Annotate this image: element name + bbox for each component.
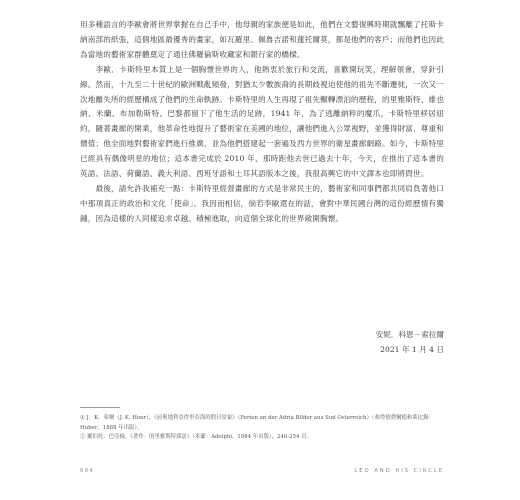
footnotes	[80, 414, 450, 443]
footnote-2: ② 羅伯托．巴亞倫，《著作：的里雅斯特採訪》（米蘭：Adelphi，1984 年出版），246-254 頁。	[80, 434, 312, 441]
author-name: 安妮．科恩－索拉爾	[375, 330, 444, 339]
signature-date: 2021 年 1 月 4 日	[380, 345, 444, 354]
paragraph-2: 李歐．卡斯特里本質上是一個胸懷世界的人，他熱衷於旅行和交流，喜歡開玩笑，理解領會，穿針引線。然而，十九至二十世紀的歐洲戰亂頻發，對猶太少數族裔的長期歧視迫使他的祖先不斷遷徙，一次又一次地離失所的經歷構成了他們的生命軌跡。卡斯特里的人生再現了祖先輾轉漂泊的歷程，的里雅斯特、維也納、米蘭、布加勒斯特、巴黎都留下了他生活的足跡，1941 年，為了逃離納粹的魔爪，卡斯特里移居紐約，隨著畫廊的開業，他革命性地提升了藝術家在美國的地位，讓他們進入公眾視野，並獲得財富、尊重和價值；他全面地對藝術家們進行推廣，並為他們搭建起一套遍及西方世界的衛星畫廊網路。如今，卡斯特里已經具有偶像明星的地位；這本書完成於 2010 年，那時距他去世已過去十年，今天，在推出了這本書的英語、法語、荷蘭語、義大利語、西班牙語和土耳其語版本之後，我很高興它的中文譯本也即將問世。	[80, 64, 444, 179]
paragraph-3: 最後，請允許我補充一點：卡斯特里經營畫廊的方式是非常民主的，藝術家和同事們都共同肩負著他口中那項真正的政治和文化「使命」。我因而相信，倘若李歐還在的話，會對中華民國台灣的這份經歷情有獨鍾，因為這樣的人同樣追求卓越、積極進取，向這個全球化的世界敞開胸懷。	[80, 183, 444, 223]
running-title: LEO AND HIS CIRCLE	[354, 468, 444, 474]
signature-block	[244, 327, 444, 357]
paragraph-1: 用多種語言的李歐會將世界掌握在自己手中，他母親的家族便是如此，他們在文藝復興時期就飄離了托斯卡納南部的紙張，這個地區最優秀的畫家，如瓦羅里、佩魯吉諾和蓮托爾莫，都是他們的客戶；而他們也因此為當地的藝術家群體奠定了通往佛羅倫斯收藏家和銀行家的橋樑。	[80, 20, 444, 59]
footnote-divider	[80, 407, 120, 408]
footnote-1: ① J．K．希爾（J. K. Hoer），《前奧地利亞得里亞海的假日景象》（Ferien an der Adria Bilder aus Sud Osterreich）（弗勞德費爾德和萊比錫：Huber，1888 年出版）。	[80, 415, 434, 431]
body-text	[80, 18, 444, 227]
page-number: 004	[80, 468, 95, 474]
